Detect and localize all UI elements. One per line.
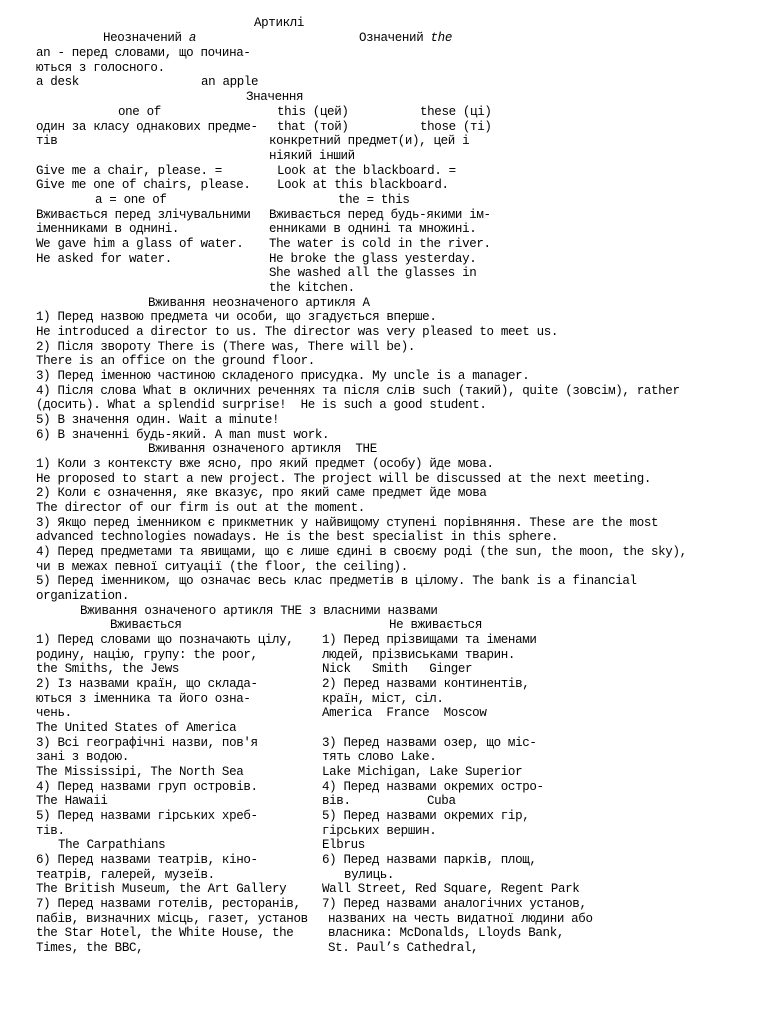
text-line: один за класу однакових предме- <box>36 120 258 134</box>
text-line: Cuba <box>427 794 456 808</box>
text-line: названих на честь видатної людини або <box>328 912 593 926</box>
text-line: 5) Перед назвами гірських хреб- <box>36 809 258 823</box>
text-line: 7) Перед назвами готелів, ресторанів, <box>36 897 301 911</box>
text-line: The United States of America <box>36 721 237 735</box>
text-line: an - перед словами, що почина- <box>36 46 251 60</box>
text-line: 2) Коли є означення, яке вказує, про який саме предмет йде мова <box>36 486 487 500</box>
text-line: 3) Перед іменною частиною складеного присудка. My uncle is a manager. <box>36 369 530 383</box>
text-line: He broke the glass yesterday. <box>269 252 477 266</box>
text-line: ються з голосного. <box>36 61 165 75</box>
text-line: (досить). What a splendid surprise! He is such a good student. <box>36 398 487 412</box>
text-line: 3) Якщо перед іменником є прикметник у найвищому ступені порівняння. These are the most <box>36 516 659 530</box>
text-line: He proposed to start a new project. The project will be discussed at the next meeting. <box>36 472 652 486</box>
text-line: Значення <box>246 90 304 104</box>
text-line: Elbrus <box>322 838 365 852</box>
text-line: Give me one of chairs, please. <box>36 178 251 192</box>
text-line: those (ті) <box>420 120 492 134</box>
text-line: He introduced a director to us. The director was very pleased to meet us. <box>36 325 559 339</box>
text-line: 4) Перед назвами груп островів. <box>36 780 258 794</box>
text-line: 4) Після слова What в окличних реченнях та після слів such (такий), quite (зовсім), rather <box>36 384 680 398</box>
text-line: тять слово Lake. <box>322 750 437 764</box>
text-line: країн, міст, сіл. <box>322 692 444 706</box>
section-heading: Вживання означеного артикля THE з власними назвами <box>80 604 438 618</box>
text-line: the Smiths, the Jews <box>36 662 180 676</box>
text-line: The Carpathians <box>58 838 166 852</box>
text-line: the Star Hotel, the White House, the <box>36 926 294 940</box>
text-line: Вживається перед злічувальними <box>36 208 251 222</box>
text-line: The Hawaii <box>36 794 108 808</box>
text-line: The director of our firm is out at the moment. <box>36 501 365 515</box>
text-line: one of <box>118 105 161 119</box>
text-line: 1) Перед словами що позначають цілу, <box>36 633 294 647</box>
text-line: The British Museum, the Art Gallery <box>36 882 287 896</box>
text-line: власника: McDonalds, Lloyds Bank, <box>328 926 564 940</box>
text-line: that (той) <box>277 120 349 134</box>
text-line: The water is cold in the river. <box>269 237 491 251</box>
text-line: Nick Smith Ginger <box>322 662 473 676</box>
text-line: Вживається перед будь-якими ім- <box>269 208 491 222</box>
text-line: іменниками в однині. <box>36 222 180 236</box>
text-line: a desk <box>36 75 79 89</box>
text-line: Times, the BBC, <box>36 941 144 955</box>
text-line: 3) Перед назвами озер, що міс- <box>322 736 537 750</box>
text-line: 6) Перед назвами театрів, кіно- <box>36 853 258 867</box>
text-line: Give me a chair, please. = <box>36 164 222 178</box>
text-line: 2) Перед назвами континентів, <box>322 677 530 691</box>
text-line: America France Moscow <box>322 706 487 720</box>
text-line: театрів, галерей, музеїв. <box>36 868 215 882</box>
text-line: 4) Перед назвами окремих остро- <box>322 780 544 794</box>
text-line: 5) В значення один. Wait a minute! <box>36 413 280 427</box>
text-line: 6) В значенні будь-який. A man must work. <box>36 428 330 442</box>
text-line: зані з водою. <box>36 750 129 764</box>
section-heading: Вживання означеного артикля THE <box>148 442 377 456</box>
text-line: She washed all the glasses in <box>269 266 477 280</box>
column-heading-used: Вживається <box>110 618 182 632</box>
column-heading-not-used: Не вживається <box>389 618 482 632</box>
text-line: There is an office on the ground floor. <box>36 354 315 368</box>
text-line: чень. <box>36 706 72 720</box>
text-line: вулиць. <box>344 868 395 882</box>
text-line: We gave him a glass of water. <box>36 237 244 251</box>
text-line: a = one of <box>95 193 167 207</box>
text-line: 5) Перед назвами окремих гір, <box>322 809 530 823</box>
text-line: людей, прізвиськами тварин. <box>322 648 516 662</box>
text-line: an apple <box>201 75 259 89</box>
text-line: the kitchen. <box>269 281 355 295</box>
text-line: 6) Перед назвами парків, площ, <box>322 853 537 867</box>
text-line: гірських вершин. <box>322 824 437 838</box>
text-line: 7) Перед назвами аналогічних установ, <box>322 897 587 911</box>
text-line: Look at the blackboard. = <box>277 164 456 178</box>
text-line: тів <box>36 134 58 148</box>
text-line: the = this <box>338 193 410 207</box>
text-line: this (цей) <box>277 105 349 119</box>
text-line: Артиклі <box>254 16 305 30</box>
text-line: Неозначений a <box>103 31 196 45</box>
section-heading: Вживання неозначеного артикля А <box>148 296 370 310</box>
text-line: 1) Перед назвою предмета чи особи, що згадується вперше. <box>36 310 437 324</box>
text-line: Wall Street, Red Square, Regent Park <box>322 882 580 896</box>
text-line: St. Paul’s Cathedral, <box>328 941 479 955</box>
text-line: тів. <box>36 824 65 838</box>
text-line: organization. <box>36 589 129 603</box>
text-line: вів. <box>322 794 351 808</box>
text-line: 4) Перед предметами та явищами, що є лише єдині в своєму роді (the sun, the moon, the sky), <box>36 545 687 559</box>
text-line: Look at this blackboard. <box>277 178 449 192</box>
text-line: енниками в однині та множині. <box>269 222 477 236</box>
text-line: He asked for water. <box>36 252 172 266</box>
text-line: Означений the <box>359 31 452 45</box>
text-line: ються з іменника та його озна- <box>36 692 251 706</box>
text-line: родину, націю, групу: the poor, <box>36 648 258 662</box>
text-line: Lake Michigan, Lake Superior <box>322 765 523 779</box>
text-line: 2) Після звороту There is (There was, There will be). <box>36 340 416 354</box>
text-line: 1) Коли з контексту вже ясно, про який предмет (особу) йде мова. <box>36 457 494 471</box>
text-line: ніякий інший <box>269 149 355 163</box>
text-line: конкретний предмет(и), цей і <box>269 134 470 148</box>
text-line: 2) Із назвами країн, що склада- <box>36 677 258 691</box>
text-line: advanced technologies nowadays. He is the best specialist in this sphere. <box>36 530 559 544</box>
text-line: 3) Всі географічні назви, пов'я <box>36 736 258 750</box>
text-line: these (ці) <box>420 105 492 119</box>
text-line: 1) Перед прізвищами та іменами <box>322 633 537 647</box>
text-line: The Mississipi, The North Sea <box>36 765 244 779</box>
text-line: 5) Перед іменником, що означає весь клас предметів в цілому. The bank is a financial <box>36 574 637 588</box>
text-line: чи в межах певної ситуації (the floor, the ceiling). <box>36 560 408 574</box>
text-line: пабів, визначних місць, газет, установ <box>36 912 308 926</box>
